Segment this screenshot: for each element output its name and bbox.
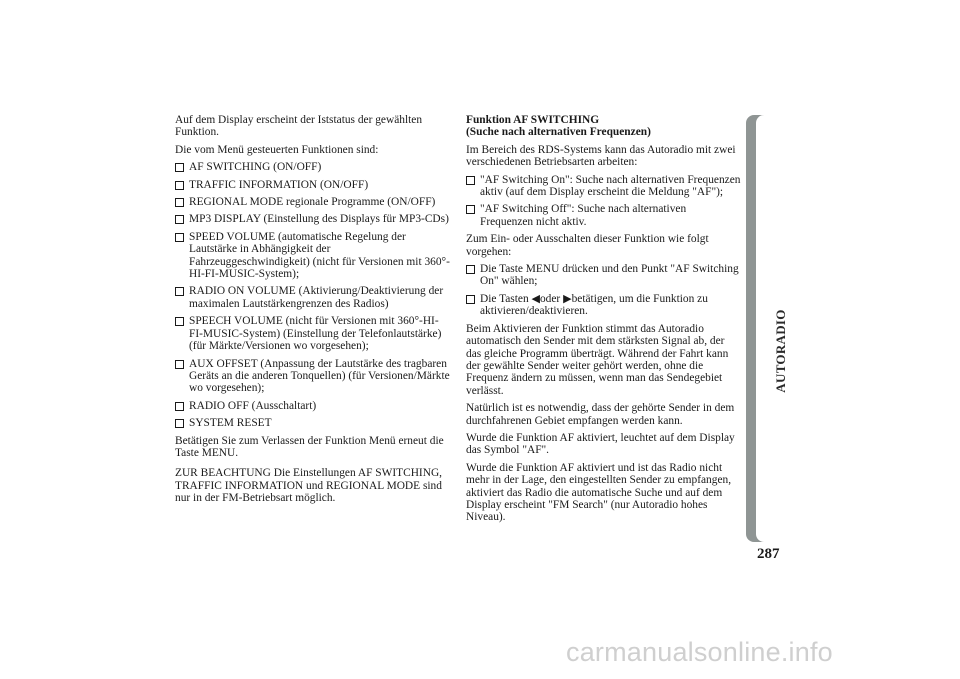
list-item: AF SWITCHING (ON/OFF) [175, 161, 450, 173]
list-item: "AF Switching On": Suche nach alternativen Frequenzen aktiv (auf dem Display erscheint die Meldung "AF"); [466, 174, 742, 199]
list-item: TRAFFIC INFORMATION (ON/OFF) [175, 179, 450, 191]
triangle-left-icon: ◀ [531, 292, 540, 305]
checkbox-bullet-icon [466, 205, 475, 214]
exit-text: Betätigen Sie zum Verlassen der Funktion Menü erneut die Taste MENU. [175, 434, 444, 459]
af-symbol-paragraph: Wurde die Funktion AF aktiviert, leuchtet auf dem Display das Symbol "AF". [466, 431, 735, 457]
menu-function-list [175, 161, 450, 429]
checkbox-bullet-icon [175, 163, 184, 172]
heading-line-2: (Suche nach alternativen Frequenzen) [466, 126, 651, 139]
heading-line-1: Funktion AF SWITCHING [466, 114, 600, 126]
checkbox-bullet-icon [466, 265, 475, 274]
checkbox-bullet-icon [175, 317, 184, 326]
rds-intro-text: Im Bereich des RDS-Systems kann das Autoradio mit zwei verschiedenen Betriebsarten arbeiten: [466, 143, 736, 169]
watermark: carmanualsonline.info [566, 637, 833, 667]
checkbox-bullet-icon [175, 215, 184, 224]
right-column [466, 114, 742, 529]
list-item: Die Taste MENU drücken und den Punkt "AF Switching On" wählen; [466, 263, 742, 288]
note-text: ZUR BEACHTUNG Die Einstellungen AF SWITCHING, TRAFFIC INFORMATION und REGIONAL MODE sind nur in der FM-Betriebsart möglich. [175, 467, 443, 505]
list-item: AUX OFFSET (Anpassung der Lautstärke des tragbaren Geräts an die anderen Tonquellen) (für Versionen/Märkte wo vorgesehen); [175, 358, 450, 395]
checkbox-bullet-icon [175, 287, 184, 296]
mode-list [466, 174, 742, 229]
section-heading [466, 114, 742, 139]
list-item: "AF Switching Off": Suche nach alternativen Frequenzen nicht aktiv. [466, 203, 742, 228]
page-number: 287 [757, 546, 780, 562]
fm-search-paragraph: Wurde die Funktion AF aktiviert und ist das Radio nicht mehr in der Lage, den eingestellten Sender zu empfangen, aktiviert das Radio die automatische Suche und auf dem Display erscheint "FM Search" (nur Autoradio hohes Niveau). [466, 461, 732, 524]
checkbox-bullet-icon [175, 419, 184, 428]
list-item: Die Tasten ◀oder ▶betätigen, um die Funktion zu aktivieren/deaktivieren. [466, 293, 742, 318]
intro-text: Auf dem Display erscheint der Iststatus der gewählten Funktion. [175, 114, 423, 139]
toggle-intro-text: Zum Ein- oder Ausschalten dieser Funktion wie folgt vorgehen: [466, 233, 709, 258]
checkbox-bullet-icon [175, 402, 184, 411]
checkbox-bullet-icon [175, 198, 184, 207]
checkbox-bullet-icon [175, 233, 184, 242]
menu-intro-text: Die vom Menü gesteuerten Funktionen sind: [175, 143, 379, 156]
list-item: MP3 DISPLAY (Einstellung des Displays für MP3-CDs) [175, 213, 450, 225]
checkbox-bullet-icon [466, 295, 475, 304]
list-item: SYSTEM RESET [175, 417, 450, 429]
list-item: SPEED VOLUME (automatische Regelung der Lautstärke in Abhängigkeit der Fahrzeuggeschwindigkeit) (nicht für Versionen mit 360°-HI-FI-MUSIC-System); [175, 231, 450, 281]
list-item: RADIO ON VOLUME (Aktivierung/Deaktivierung der maximalen Lautstärkengrenzen des Radios) [175, 285, 450, 310]
triangle-right-icon: ▶ [563, 292, 572, 305]
reception-paragraph: Natürlich ist es notwendig, dass der gehörte Sender in dem durchfahrenen Gebiet empfangen werden kann. [466, 402, 735, 427]
checkbox-bullet-icon [466, 176, 475, 185]
steps-list [466, 263, 742, 318]
left-column [175, 114, 450, 510]
list-item: RADIO OFF (Ausschaltart) [175, 400, 450, 412]
section-tab-label: AUTORADIO [772, 309, 788, 393]
list-item: SPEECH VOLUME (nicht für Versionen mit 360°-HI-FI-MUSIC-System) (Einstellung der Telefonlautstärke) (für Märkte/Versionen wo vorgesehen); [175, 315, 450, 352]
activation-paragraph: Beim Aktivieren der Funktion stimmt das Autoradio automatisch den Sender mit dem stärksten Signal ab, der das gleiche Programm überträgt. Während der Fahrt kann der gewählte Sender weiter gehört werden, ohne die Frequenz ändern zu müssen, wenn man das Sendegebiet verlässt. [466, 322, 729, 397]
checkbox-bullet-icon [175, 360, 184, 369]
checkbox-bullet-icon [175, 181, 184, 190]
list-item: REGIONAL MODE regionale Programme (ON/OFF) [175, 196, 450, 208]
